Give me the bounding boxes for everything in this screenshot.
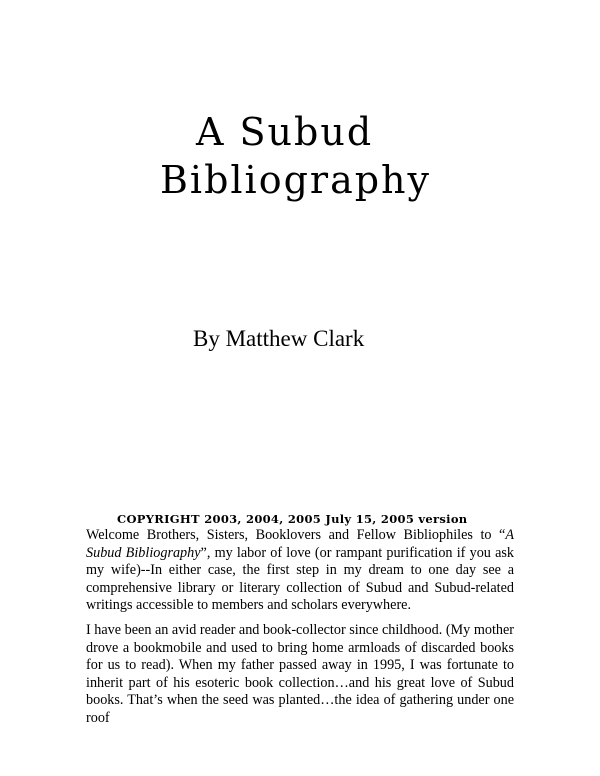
body-paragraph: I have been an avid reader and book-collector since childhood. (My mother drove a bookmobile and used to bring home armloads of discarded books for us to read). When my father passed away in 1995, I was fortunate to inherit part of his esoteric book collection…and his great love of Subud books. That’s when the seed was planted…the idea of gathering under one roof xyxy=(86,622,514,726)
copyright-notice: COPYRIGHT 2003, 2004, 2005 July 15, 2005 version xyxy=(117,512,468,526)
intro-paragraph xyxy=(86,527,514,615)
title-line-2: Bibliography xyxy=(160,158,431,202)
intro-text-before: Welcome Brothers, Sisters, Booklovers and Fellow Bibliophiles to “ xyxy=(86,527,506,543)
title-line-1: A Subud xyxy=(196,110,374,154)
author-byline: By Matthew Clark xyxy=(193,326,365,351)
book-title-italic: A Subud Bibliography xyxy=(86,527,514,561)
intro-text-after: ”, my labor of love (or rampant purification if you ask my wife)--In either case, the first step in my dream to one day see a comprehensive library or literary collection of Subud and Subud-related writings accessible to members and scholars everywhere. xyxy=(86,544,514,613)
